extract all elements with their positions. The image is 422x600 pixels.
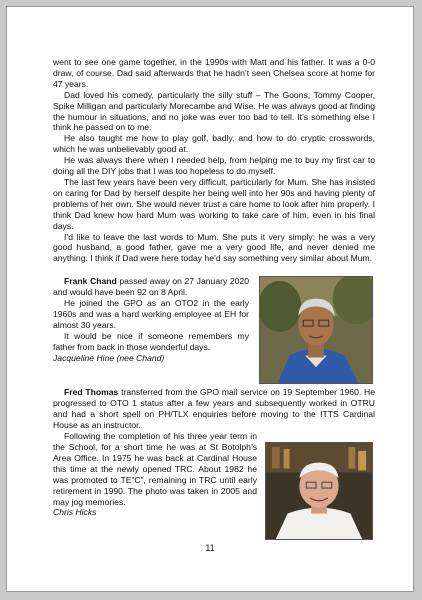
paragraph: Following the completion of his three year term in the School, for a short time he was at St Botolph’s Area Office. In 1975 he was back at Cardinal House this time at the newly opened TRC. About 1982 he was promoted to TE”C”, remaining in TRC until early retirement in 1990. The photo was taken in 2005 and may jog memories. <box>53 431 257 507</box>
signature: Jacqueline Hine (nee Chand) <box>53 352 165 363</box>
paragraph: He also taught me how to play golf, badly, and how to do cryptic crosswords, which he was unbelievably good at. <box>53 133 375 155</box>
paragraph: He joined the GPO as an OTO2 in the early 1960s and was a hard working employee at EH for almost 30 years. <box>53 298 249 330</box>
paragraph: passed away on 27 January 2020 and would have been 92 on 8 April. <box>53 276 249 298</box>
fred-thomas-photo <box>265 442 373 540</box>
frank-chand-obituary <box>53 276 375 363</box>
paragraph: Dad loved his comedy, particularly the silly stuff – The Goons, Tommy Cooper, Spike Milligan and particularly Morecambe and Wise. He was always good at finding the humour in situations, and no joke was ever too bad to tell. It’s something else I think he passed on to me. <box>53 89 375 133</box>
paragraph: I’d like to leave the last words to Mum. She puts it very simply: he was a very good husband, a good father, gave me a very good life, and never denied me anything. I think if Dad were here today he’d say something very similar about Mum. <box>53 231 375 264</box>
document-page <box>6 6 414 592</box>
paragraph: It would be nice if someone remembers my father from back in those wonderful days. <box>53 330 249 352</box>
paragraph: The last few years have been very difficult, particularly for Mum. She has insisted on caring for Dad by herself despite her being well into her 90s and having plenty of problems of her own. She would never trust a care home to look after him properly. I think Dad knew how hard Mum was working to take care of him, even in his final days. <box>53 176 375 231</box>
paragraph: went to see one game together, in the 1990s with Matt and his father. It was a 0-0 draw, of course. Dad said afterwards that he hadn’t seen Chelsea score at home for 47 years. <box>53 57 375 89</box>
fred-thomas-obituary <box>53 387 375 518</box>
paragraph: He was always there when I needed help, from helping me to buy my first car to doing all the DIY jobs that I was too hopeless to do myself. <box>53 155 375 177</box>
frank-chand-photo <box>259 276 373 384</box>
obituary-name: Frank Chand <box>64 276 117 287</box>
signature: Chris Hicks <box>53 507 97 518</box>
paragraph: transferred from the GPO mail service on 19 September 1960. He progressed to OTO 1 status after a few years and subsequently worked in OTRU and had a short spell on PH/TLX enquiries before moving to the ITTS Cardinal House as an instructor. <box>53 387 375 431</box>
obituary-name: Fred Thomas <box>64 387 119 398</box>
page-number: 11 <box>205 543 215 553</box>
page-content <box>53 57 375 518</box>
